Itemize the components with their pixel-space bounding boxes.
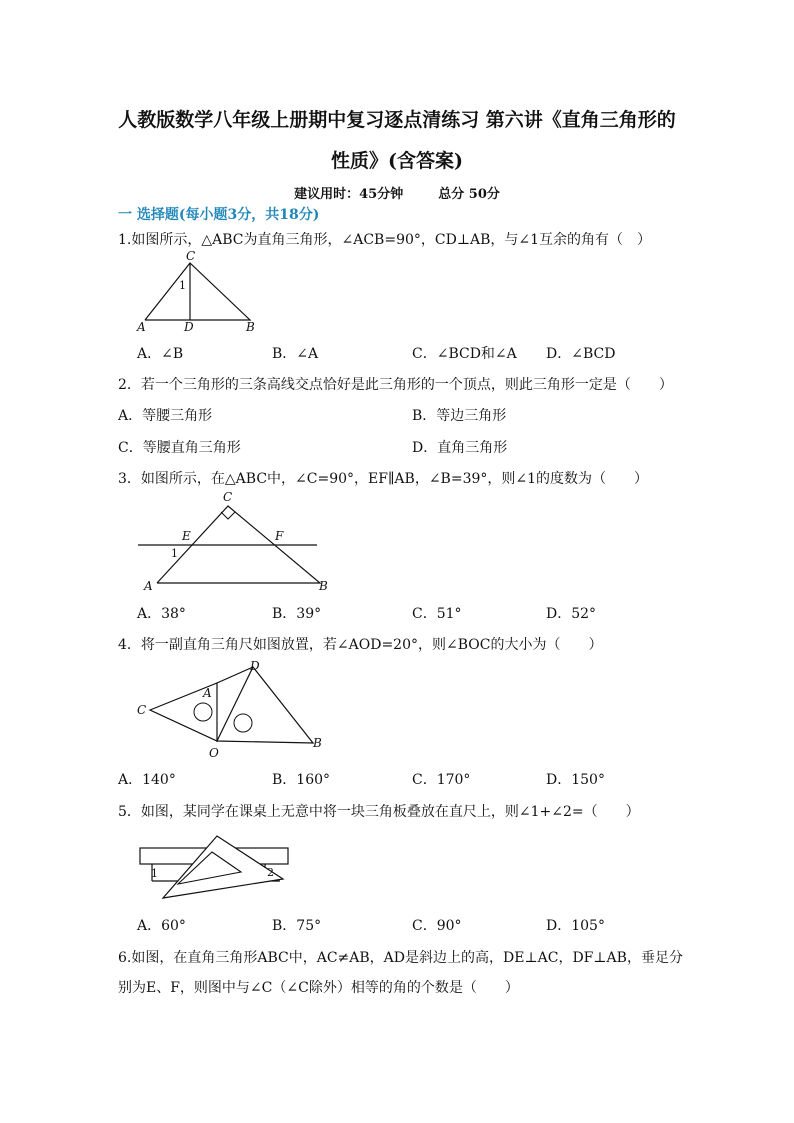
q4-label-a: A: [203, 686, 212, 700]
question-3-text: 3．如图所示，在△ABC中，∠C=90°，EF∥AB，∠B=39°，则∠1的度数为（ ）: [118, 471, 649, 487]
q3-option-c: C．51°: [412, 606, 462, 622]
q5-option-d: D．105°: [546, 918, 605, 934]
page-title-line1: 人教版数学八年级上册期中复习逐点清练习 第六讲《直角三角形的: [118, 109, 676, 131]
question-5-text: 5．如图，某同学在课桌上无意中将一块三角板叠放在直尺上，则∠1+∠2=（ ）: [118, 804, 640, 820]
q1-option-b: B．∠A: [272, 346, 319, 362]
q4-option-c: C．170°: [412, 772, 471, 788]
question-2-text: 2．若一个三角形的三条高线交点恰好是此三角形的一个顶点，则此三角形一定是（ ）: [118, 377, 673, 393]
suggested-time: 建议用时：45分钟: [294, 187, 404, 202]
q1-option-d: D．∠BCD: [546, 346, 616, 362]
q3-label-a: A: [144, 579, 153, 593]
question-1-figure: [130, 250, 270, 338]
section-heading: 一 选择题(每小题3分，共18分): [118, 207, 320, 223]
exam-meta: [0, 183, 794, 202]
q4-option-b: B．160°: [272, 772, 331, 788]
question-5-figure: [135, 826, 295, 906]
page-title-line2: 性质》(含答案): [331, 150, 463, 172]
q4-option-d: D．150°: [546, 772, 605, 788]
q3-label-e: E: [182, 529, 191, 543]
q3-option-b: B．39°: [272, 606, 322, 622]
q3-label-angle1: 1: [171, 547, 178, 560]
q1-label-angle1: 1: [179, 279, 186, 292]
question-6-text-line1: 6.如图，在直角三角形ABC中，AC≠AB，AD是斜边上的高，DE⊥AC，DF⊥AB，垂足分: [118, 950, 683, 966]
q1-label-c: C: [186, 249, 196, 263]
q5-label-angle1: 1: [151, 867, 158, 880]
question-4-figure: [135, 655, 335, 765]
q5-label-angle2: 2: [267, 866, 274, 879]
q1-label-a: A: [137, 320, 146, 334]
q3-label-f: F: [275, 529, 284, 543]
q3-option-a: A．38°: [137, 606, 186, 622]
q4-option-a: A．140°: [118, 772, 176, 788]
q4-label-o: O: [209, 746, 219, 760]
q4-label-c: C: [137, 703, 147, 717]
q1-label-d: D: [184, 320, 194, 334]
question-4-text: 4．将一副直角三角尺如图放置，若∠AOD=20°，则∠BOC的大小为（ ）: [118, 637, 603, 653]
q3-option-d: D．52°: [546, 606, 597, 622]
q1-label-b: B: [246, 320, 255, 334]
q2-option-d: D．直角三角形: [412, 440, 508, 456]
q2-option-b: B．等边三角形: [412, 408, 507, 424]
q5-option-a: A．60°: [137, 918, 186, 934]
q4-label-b: B: [313, 736, 322, 750]
q2-option-a: A．等腰三角形: [118, 408, 213, 424]
q4-label-d: D: [250, 659, 260, 673]
question-6-text-line2: 别为E、F，则图中与∠C（∠C除外）相等的角的个数是（ ）: [118, 980, 519, 996]
total-score: 总分 50分: [438, 187, 500, 202]
question-1-text: 1.如图所示，△ABC为直角三角形，∠ACB=90°，CD⊥AB，与∠1互余的角有（ ）: [118, 232, 652, 248]
question-3-figure: [135, 488, 335, 596]
q1-option-a: A．∠B: [137, 346, 184, 362]
q3-label-b: B: [319, 579, 328, 593]
q2-option-c: C．等腰直角三角形: [118, 440, 241, 456]
q3-label-c: C: [223, 490, 233, 504]
q5-option-b: B．75°: [272, 918, 322, 934]
q5-option-c: C．90°: [412, 918, 462, 934]
q1-option-c: C．∠BCD和∠A: [412, 346, 517, 362]
